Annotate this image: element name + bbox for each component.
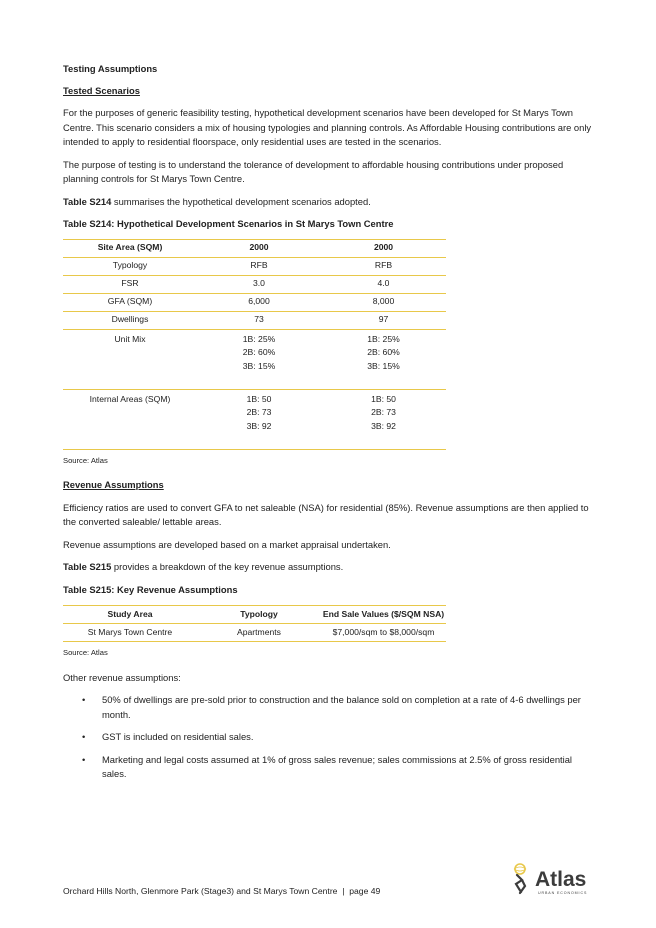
- list-item: [63, 753, 595, 782]
- table-row: [63, 311, 446, 329]
- table-cell: 8,000: [321, 293, 446, 311]
- table-row: [63, 275, 446, 293]
- bullet-icon: •: [82, 731, 86, 742]
- revenue-assumptions-title: Revenue Assumptions: [63, 479, 164, 490]
- row-label: Internal Areas (SQM): [63, 389, 197, 449]
- bullet-icon: •: [82, 753, 86, 765]
- table-cell: RFB: [197, 257, 321, 275]
- cell-line: 2B: 60%: [367, 347, 400, 358]
- table-ref-s215: Table S215: [63, 561, 112, 572]
- other-revenue-intro: Other revenue assumptions:: [63, 671, 181, 683]
- row-label: GFA (SQM): [63, 293, 197, 311]
- cell-line: 1B: 50: [371, 393, 396, 404]
- section-heading: Testing Assumptions: [63, 63, 158, 74]
- revenue-para-2: Revenue assumptions are developed based on a market appraisal undertaken.: [63, 538, 391, 550]
- revenue-para-1: Efficiency ratios are used to convert GFA to net saleable (NSA) for residential (85%). Revenue assumptions are then applied to the converted saleable/ lettable areas.: [63, 501, 589, 527]
- table-cell: 4.0: [321, 275, 446, 293]
- cell-line: 1B: 50: [246, 393, 272, 404]
- header-cell: End Sale Values ($/SQM NSA): [321, 606, 446, 624]
- header-cell: Typology: [197, 606, 321, 624]
- table-cell: RFB: [321, 257, 446, 275]
- list-item: [63, 693, 595, 722]
- tested-para-1: For the purposes of generic feasibility testing, hypothetical development scenarios have been developed for St Marys Town Centre. This scenario considers a mix of housing typologies and planning controls. As Affordable Housing contributions are only intended to apply to residential floorspace, only residential uses are tested in the scenarios.: [63, 107, 592, 147]
- row-label: Typology: [63, 257, 197, 275]
- atlas-logo: [508, 862, 596, 898]
- table-cell: [197, 389, 321, 449]
- page-content: [63, 62, 595, 790]
- header-cell: Study Area: [63, 606, 197, 624]
- cell-line: 3B: 15%: [367, 361, 400, 372]
- header-cell: Site Area (SQM): [63, 239, 197, 257]
- table-header-row: [63, 606, 446, 624]
- globe-icon: [515, 864, 525, 874]
- header-cell: 2000: [321, 239, 446, 257]
- page-footer: Orchard Hills North, Glenmore Park (Stage3) and St Marys Town Centre | page 49: [63, 886, 381, 896]
- table-row-internal-areas: [63, 389, 446, 449]
- bullet-icon: •: [82, 694, 86, 705]
- list-item-text: GST is included on residential sales.: [102, 731, 254, 742]
- cell-line: 3B: 92: [246, 421, 272, 432]
- scenarios-table: [63, 239, 446, 450]
- row-label: Dwellings: [63, 311, 197, 329]
- table-cell: [197, 329, 321, 389]
- table-cell: [321, 389, 446, 449]
- table-cell: St Marys Town Centre: [63, 624, 197, 642]
- cell-line: 1B: 25%: [242, 333, 276, 344]
- table-row: [63, 257, 446, 275]
- tested-scenarios-title: Tested Scenarios: [63, 84, 140, 96]
- table-cell: 6,000: [197, 293, 321, 311]
- cell-line: 3B: 15%: [242, 361, 276, 372]
- table-row-unit-mix: [63, 329, 446, 389]
- atlas-figure-icon: [516, 875, 525, 893]
- cell-line: 1B: 25%: [367, 333, 400, 344]
- cell-line: 2B: 73: [371, 407, 396, 418]
- table-s214-title: Table S214: Hypothetical Development Scenarios in St Marys Town Centre: [63, 218, 394, 229]
- table-row: [63, 293, 446, 311]
- cell-line: 2B: 60%: [242, 347, 276, 358]
- table-source: Source: Atlas: [63, 455, 108, 465]
- table-cell: 97: [321, 311, 446, 329]
- header-cell: 2000: [197, 239, 321, 257]
- row-label: Unit Mix: [63, 329, 197, 389]
- table-cell: 3.0: [197, 275, 321, 293]
- table-source: Source: Atlas: [63, 648, 108, 657]
- tested-para-3: [63, 195, 595, 210]
- cell-line: 3B: 92: [371, 421, 396, 432]
- table-s215-title: Table S215: Key Revenue Assumptions: [63, 583, 238, 595]
- table-header-row: [63, 239, 446, 257]
- table-cell: 73: [197, 311, 321, 329]
- revenue-para-3-text: provides a breakdown of the key revenue assumptions.: [111, 561, 344, 572]
- revenue-para-3: [63, 560, 595, 575]
- logo-wordmark: Atlas: [535, 868, 587, 891]
- cell-line: 2B: 73: [246, 407, 272, 418]
- table-cell: $7,000/sqm to $8,000/sqm: [321, 624, 446, 642]
- revenue-table: [63, 605, 446, 642]
- row-label: FSR: [63, 275, 197, 293]
- logo-tagline: URBAN ECONOMICS: [538, 891, 588, 895]
- tested-para-2: The purpose of testing is to understand the tolerance of development to affordable housing contributions under proposed planning controls for St Marys Town Centre.: [63, 158, 564, 184]
- table-cell: [321, 329, 446, 389]
- table-row: [63, 624, 446, 642]
- list-item-text: 50% of dwellings are pre-sold prior to construction and the balance sold on completion at a rate of 4-6 dwellings per month.: [102, 694, 581, 720]
- revenue-bullet-list: [63, 693, 595, 782]
- list-item-text: Marketing and legal costs assumed at 1% of gross sales revenue; sales commissions at 2.5% of gross residential sales.: [102, 753, 573, 779]
- table-cell: Apartments: [197, 624, 321, 642]
- table-ref-s214: Table S214: [63, 195, 112, 207]
- tested-para-3-text: summarises the hypothetical development scenarios adopted.: [111, 195, 371, 207]
- list-item: [63, 730, 595, 745]
